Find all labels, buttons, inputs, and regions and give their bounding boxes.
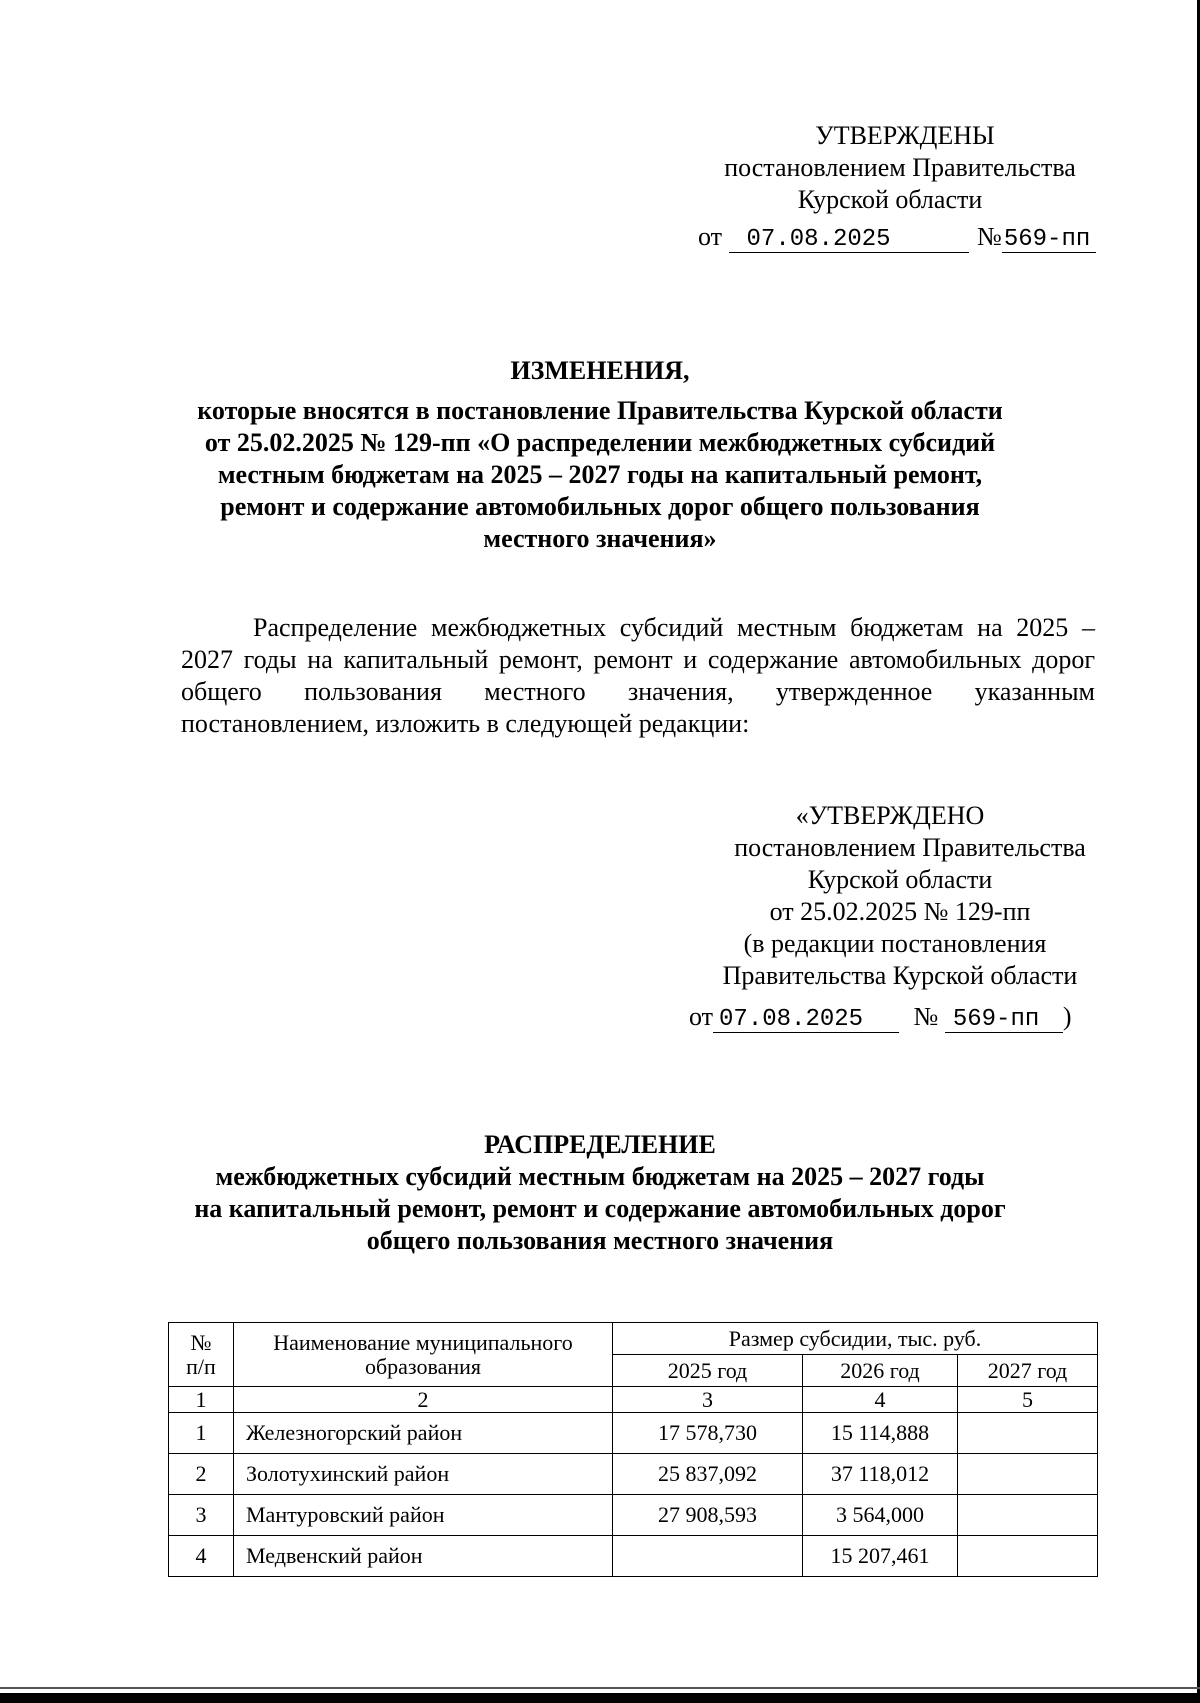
row-value-2025 [613, 1536, 803, 1577]
table-row [169, 1413, 1098, 1454]
row-value-2027 [958, 1495, 1098, 1536]
approval-number: 569-пп [1002, 228, 1096, 253]
table-row [169, 1536, 1098, 1577]
approval-second-date-line [689, 1001, 1072, 1033]
approval-date: 07.08.2025 [729, 228, 969, 253]
row-value-2025: 27 908,593 [613, 1495, 803, 1536]
approval-block-second [680, 800, 1100, 992]
col-header-year: 2027 год [958, 1355, 1098, 1387]
changes-heading [150, 355, 1050, 555]
distribution-line: межбюджетных субсидий местным бюджетам на 2025 – 2027 годы [215, 1162, 985, 1191]
approval-line: Курской области [807, 865, 993, 894]
approval-second-date: 07.08.2025 [713, 1008, 899, 1033]
changes-title: ИЗМЕНЕНИЯ, [510, 356, 690, 385]
changes-line: от 25.02.2025 № 129-пп «О распределении межбюджетных субсидий [204, 428, 996, 457]
distribution-line: общего пользования местного значения [366, 1226, 834, 1255]
scan-edge-line [0, 1687, 1200, 1689]
from-label: от [698, 222, 723, 251]
distribution-title: РАСПРЕДЕЛЕНИЕ [484, 1130, 716, 1159]
row-number: 2 [169, 1454, 234, 1495]
table-cell: 3 [613, 1387, 803, 1413]
col-header-year: 2026 год [803, 1355, 958, 1387]
table-cell: 1 [169, 1387, 234, 1413]
row-value-2027 [958, 1413, 1098, 1454]
col-header-name: Наименование муниципального образования [234, 1323, 613, 1387]
col-header-year: 2025 год [613, 1355, 803, 1387]
row-value-2026: 15 114,888 [803, 1413, 958, 1454]
distribution-heading [150, 1129, 1050, 1257]
table-cell: 5 [958, 1387, 1098, 1413]
approval-line: постановлением Правительства [724, 153, 1076, 182]
approval-title: «УТВЕРЖДЕНО [795, 801, 985, 830]
row-name: Железногорский район [234, 1413, 613, 1454]
index-row [169, 1387, 1098, 1413]
approval-line: Курской области [797, 185, 983, 214]
col-header-amount: Размер субсидии, тыс. руб. [613, 1323, 1098, 1355]
approval-line: (в редакции постановления [743, 929, 1047, 958]
row-number: 3 [169, 1495, 234, 1536]
row-name: Золотухинский район [234, 1454, 613, 1495]
row-number: 4 [169, 1536, 234, 1577]
body-paragraph: Распределение межбюджетных субсидий местным бюджетам на 2025 – 2027 годы на капитальный ремонт, ремонт и содержание автомобильных дорог общего пользования местного значения, утвержденное указанным постановлением, изложить в следующей редакции: [181, 613, 1095, 738]
distribution-line: на капитальный ремонт, ремонт и содержание автомобильных дорог [194, 1194, 1006, 1223]
subsidy-table [168, 1322, 1098, 1577]
row-value-2025: 17 578,730 [613, 1413, 803, 1454]
changes-line: местным бюджетам на 2025 – 2027 годы на капитальный ремонт, [217, 460, 983, 489]
approval-title: УТВЕРЖДЕНЫ [815, 121, 995, 150]
from-label: от [689, 1002, 714, 1031]
table-row [169, 1454, 1098, 1495]
changes-line: ремонт и содержание автомобильных дорог общего пользования [220, 492, 980, 521]
table-cell: 2 [234, 1387, 613, 1413]
approval-second-number: 569-пп [945, 1008, 1063, 1033]
row-value-2026: 3 564,000 [803, 1495, 958, 1536]
approval-line: Правительства Курской области [722, 961, 1078, 990]
number-label: № [913, 1002, 939, 1031]
close-paren: ) [1062, 1002, 1072, 1031]
scan-edge-bottom [0, 1693, 1200, 1703]
approval-line: постановлением Правительства [734, 833, 1086, 862]
row-name: Мантуровский район [234, 1495, 613, 1536]
table-row [169, 1495, 1098, 1536]
row-value-2025: 25 837,092 [613, 1454, 803, 1495]
table-cell: 4 [803, 1387, 958, 1413]
row-number: 1 [169, 1413, 234, 1454]
approval-date-line [698, 221, 1096, 253]
approval-block-top [680, 120, 1100, 216]
changes-line: которые вносятся в постановление Правительства Курской области [197, 396, 1003, 425]
number-label: № [977, 222, 1002, 251]
changes-line: местного значения» [483, 524, 717, 553]
row-value-2027 [958, 1454, 1098, 1495]
row-value-2027 [958, 1536, 1098, 1577]
approval-line: от 25.02.2025 № 129-пп [769, 897, 1031, 926]
col-header-num: № п/п [169, 1323, 234, 1387]
row-value-2026: 37 118,012 [803, 1454, 958, 1495]
row-name: Медвенский район [234, 1536, 613, 1577]
row-value-2026: 15 207,461 [803, 1536, 958, 1577]
